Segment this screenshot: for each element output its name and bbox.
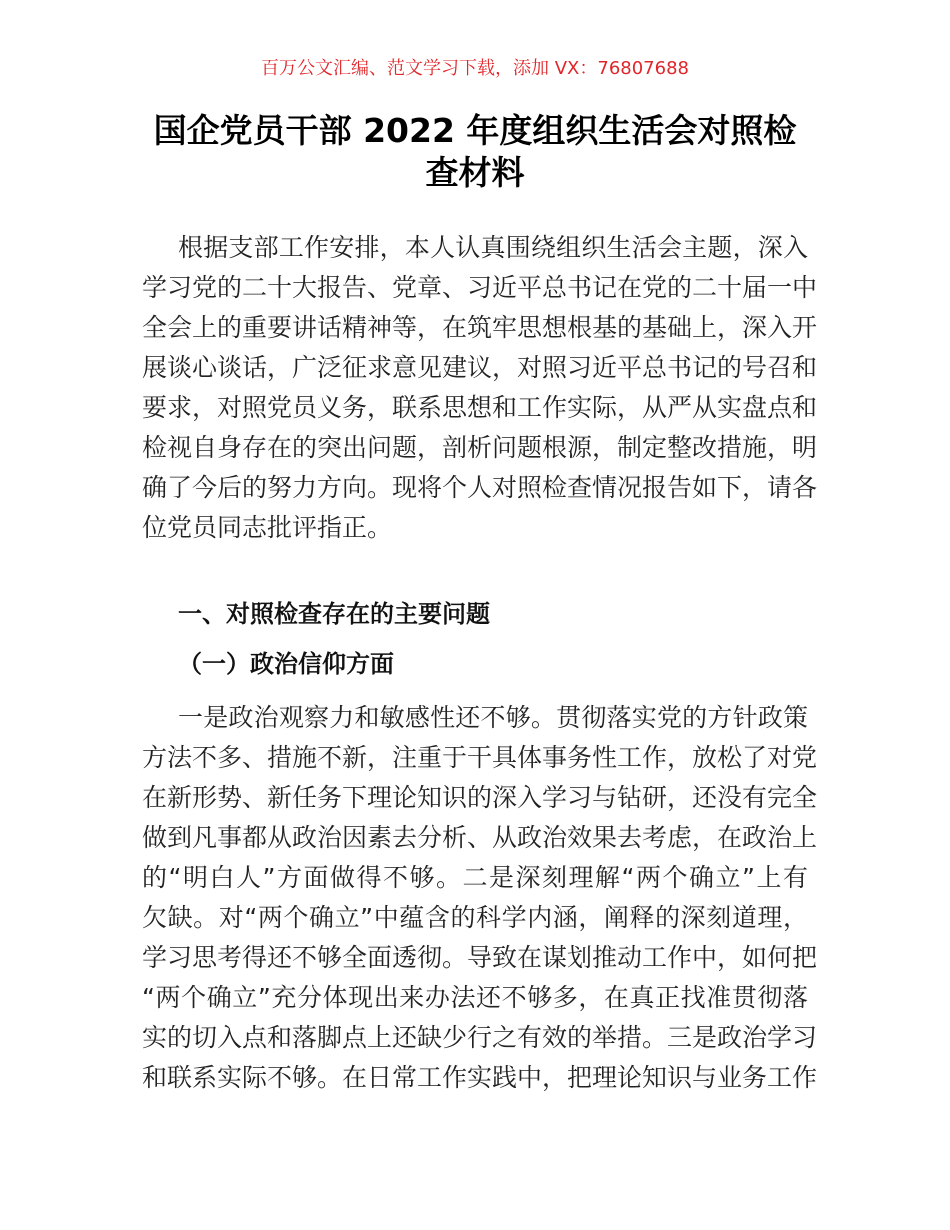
intro-paragraph bbox=[142, 228, 818, 548]
text-line: 欠缺。对“两个确立”中蕴含的科学内涵，阐释的深刻道理， bbox=[142, 903, 808, 932]
text-line: 展谈心谈话，广泛征求意见建议，对照习近平总书记的号召和 bbox=[142, 353, 818, 382]
subsection-heading: （一）政治信仰方面 bbox=[178, 650, 394, 678]
title-line-1: 国企党员干部 2022 年度组织生活会对照检 bbox=[153, 111, 797, 150]
text-line: 全会上的重要讲话精神等，在筑牢思想根基的基础上，深入开 bbox=[142, 313, 818, 342]
text-line: 的“明白人”方面做得不够。二是深刻理解“两个确立”上有 bbox=[142, 863, 808, 892]
text-line: “两个确立”充分体现出来办法还不够多，在真正找准贯彻落 bbox=[142, 983, 808, 1012]
text-line: 和联系实际不够。在日常工作实践中，把理论知识与业务工作 bbox=[142, 1063, 818, 1092]
text-line: 在新形势、新任务下理论知识的深入学习与钻研，还没有完全 bbox=[142, 783, 818, 812]
text-line: 根据支部工作安排，本人认真围绕组织生活会主题，深入 bbox=[178, 233, 808, 262]
text-line: 学习思考得还不够全面透彻。导致在谋划推动工作中，如何把 bbox=[142, 943, 818, 972]
body-paragraph bbox=[142, 698, 818, 1098]
text-line: 检视自身存在的突出问题，剖析问题根源，制定整改措施，明 bbox=[142, 433, 818, 462]
text-line: 位党员同志批评指正。 bbox=[142, 513, 393, 542]
title-line-2: 查材料 bbox=[425, 153, 525, 192]
text-line: 确了今后的努力方向。现将个人对照检查情况报告如下，请各 bbox=[142, 473, 818, 502]
text-line: 要求，对照党员义务，联系思想和工作实际，从严从实盘点和 bbox=[142, 393, 818, 422]
section-heading: 一、对照检查存在的主要问题 bbox=[178, 600, 490, 628]
text-line: 一是政治观察力和敏感性还不够。贯彻落实党的方针政策 bbox=[178, 703, 808, 732]
text-line: 学习党的二十大报告、党章、习近平总书记在党的二十届一中 bbox=[142, 273, 818, 302]
document-title bbox=[130, 110, 820, 194]
text-line: 实的切入点和落脚点上还缺少行之有效的举措。三是政治学习 bbox=[142, 1023, 818, 1052]
text-line: 做到凡事都从政治因素去分析、从政治效果去考虑，在政治上 bbox=[142, 823, 818, 852]
watermark-banner: 百万公文汇编、范文学习下载，添加 VX：76807688 bbox=[261, 58, 689, 79]
text-line: 方法不多、措施不新，注重于干具体事务性工作，放松了对党 bbox=[142, 743, 818, 772]
